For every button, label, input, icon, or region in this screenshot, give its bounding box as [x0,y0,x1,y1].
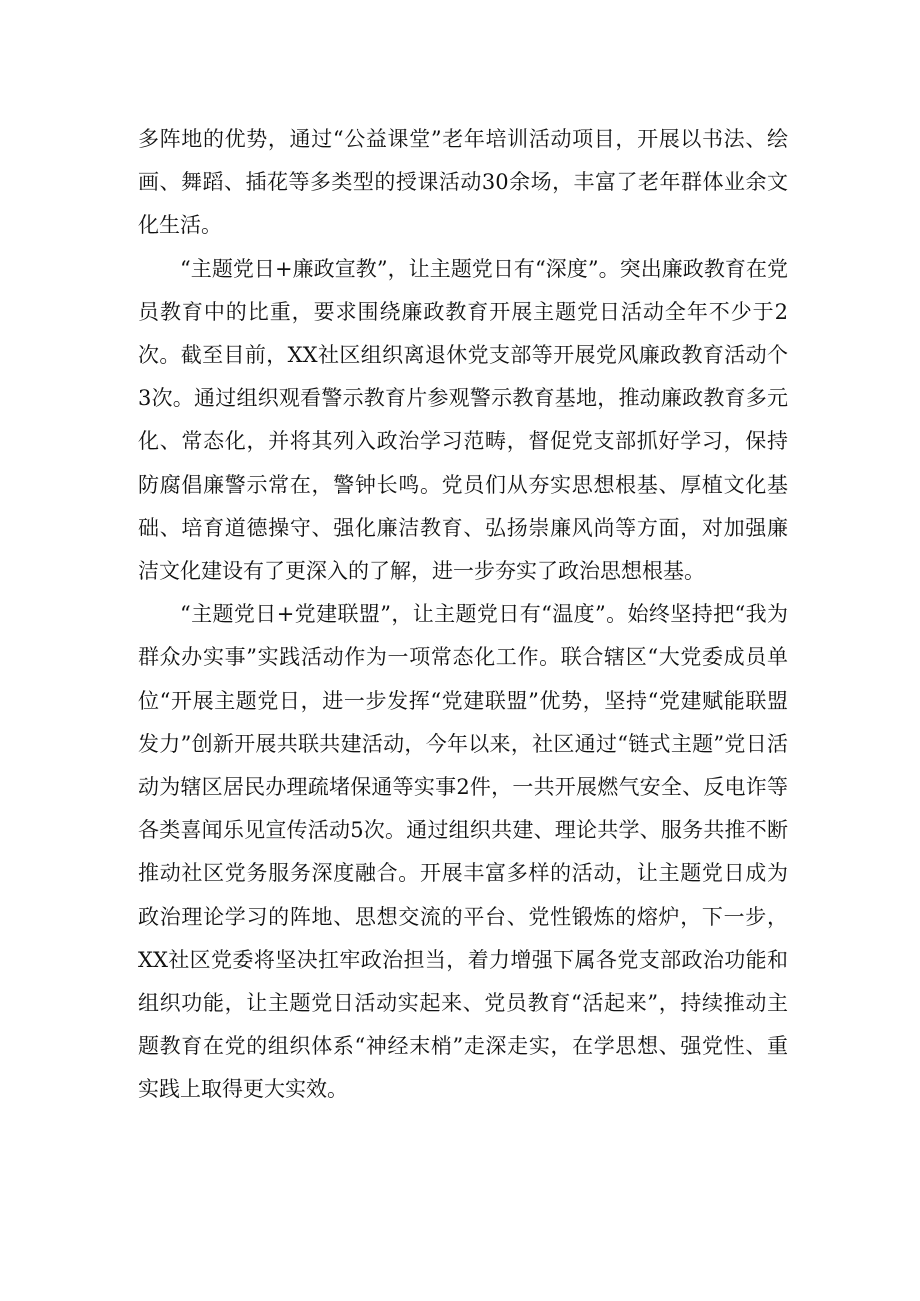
document-body [138,118,788,1112]
paragraph-party-alliance: “主题党日+党建联盟”，让主题党日有“温度”。始终坚持把“我为群众办实事”实践活动作为一项常态化工作。联合辖区“大党委成员单位“开展主题党日，进一步发挥“党建联盟”优势，坚持“党建赋能联盟发力”创新开展共联共建活动，今年以来，社区通过“链式主题”党日活动为辖区居民办理疏堵保通等实事2件，一共开展燃气安全、反电诈等各类喜闻乐见宣传活动5次。通过组织共建、理论共学、服务共推不断推动社区党务服务深度融合。开展丰富多样的活动，让主题党日成为政治理论学习的阵地、思想交流的平台、党性锻炼的熔炉，下一步，XX社区党委将坚决扛牢政治担当，着力增强下属各党支部政治功能和组织功能，让主题党日活动实起来、党员教育“活起来”，持续推动主题教育在党的组织体系“神经末梢”走深走实，在学思想、强党性、重实践上取得更大实效。 [138,602,788,1102]
paragraph-integrity-education: “主题党日+廉政宣教”，让主题党日有“深度”。突出廉政教育在党员教育中的比重，要求围绕廉政教育开展主题党日活动全年不少于2次。截至目前，XX社区组织离退休党支部等开展党风廉政教育活动个3次。通过组织观看警示教育片参观警示教育基地，推动廉政教育多元化、常态化，并将其列入政治学习范畴，督促党支部抓好学习，保持防腐倡廉警示常在，警钟长鸣。党员们从夯实思想根基、厚植文化基础、培育道德操守、强化廉洁教育、弘扬崇廉风尚等方面，对加强廉洁文化建设有了更深入的了解，进一步夯实了政治思想根基。 [138,256,788,584]
paragraph-continuation: 多阵地的优势，通过“公益课堂”老年培训活动项目，开展以书法、绘画、舞蹈、插花等多类型的授课活动30余场，丰富了老年群体业余文化生活。 [138,127,788,238]
